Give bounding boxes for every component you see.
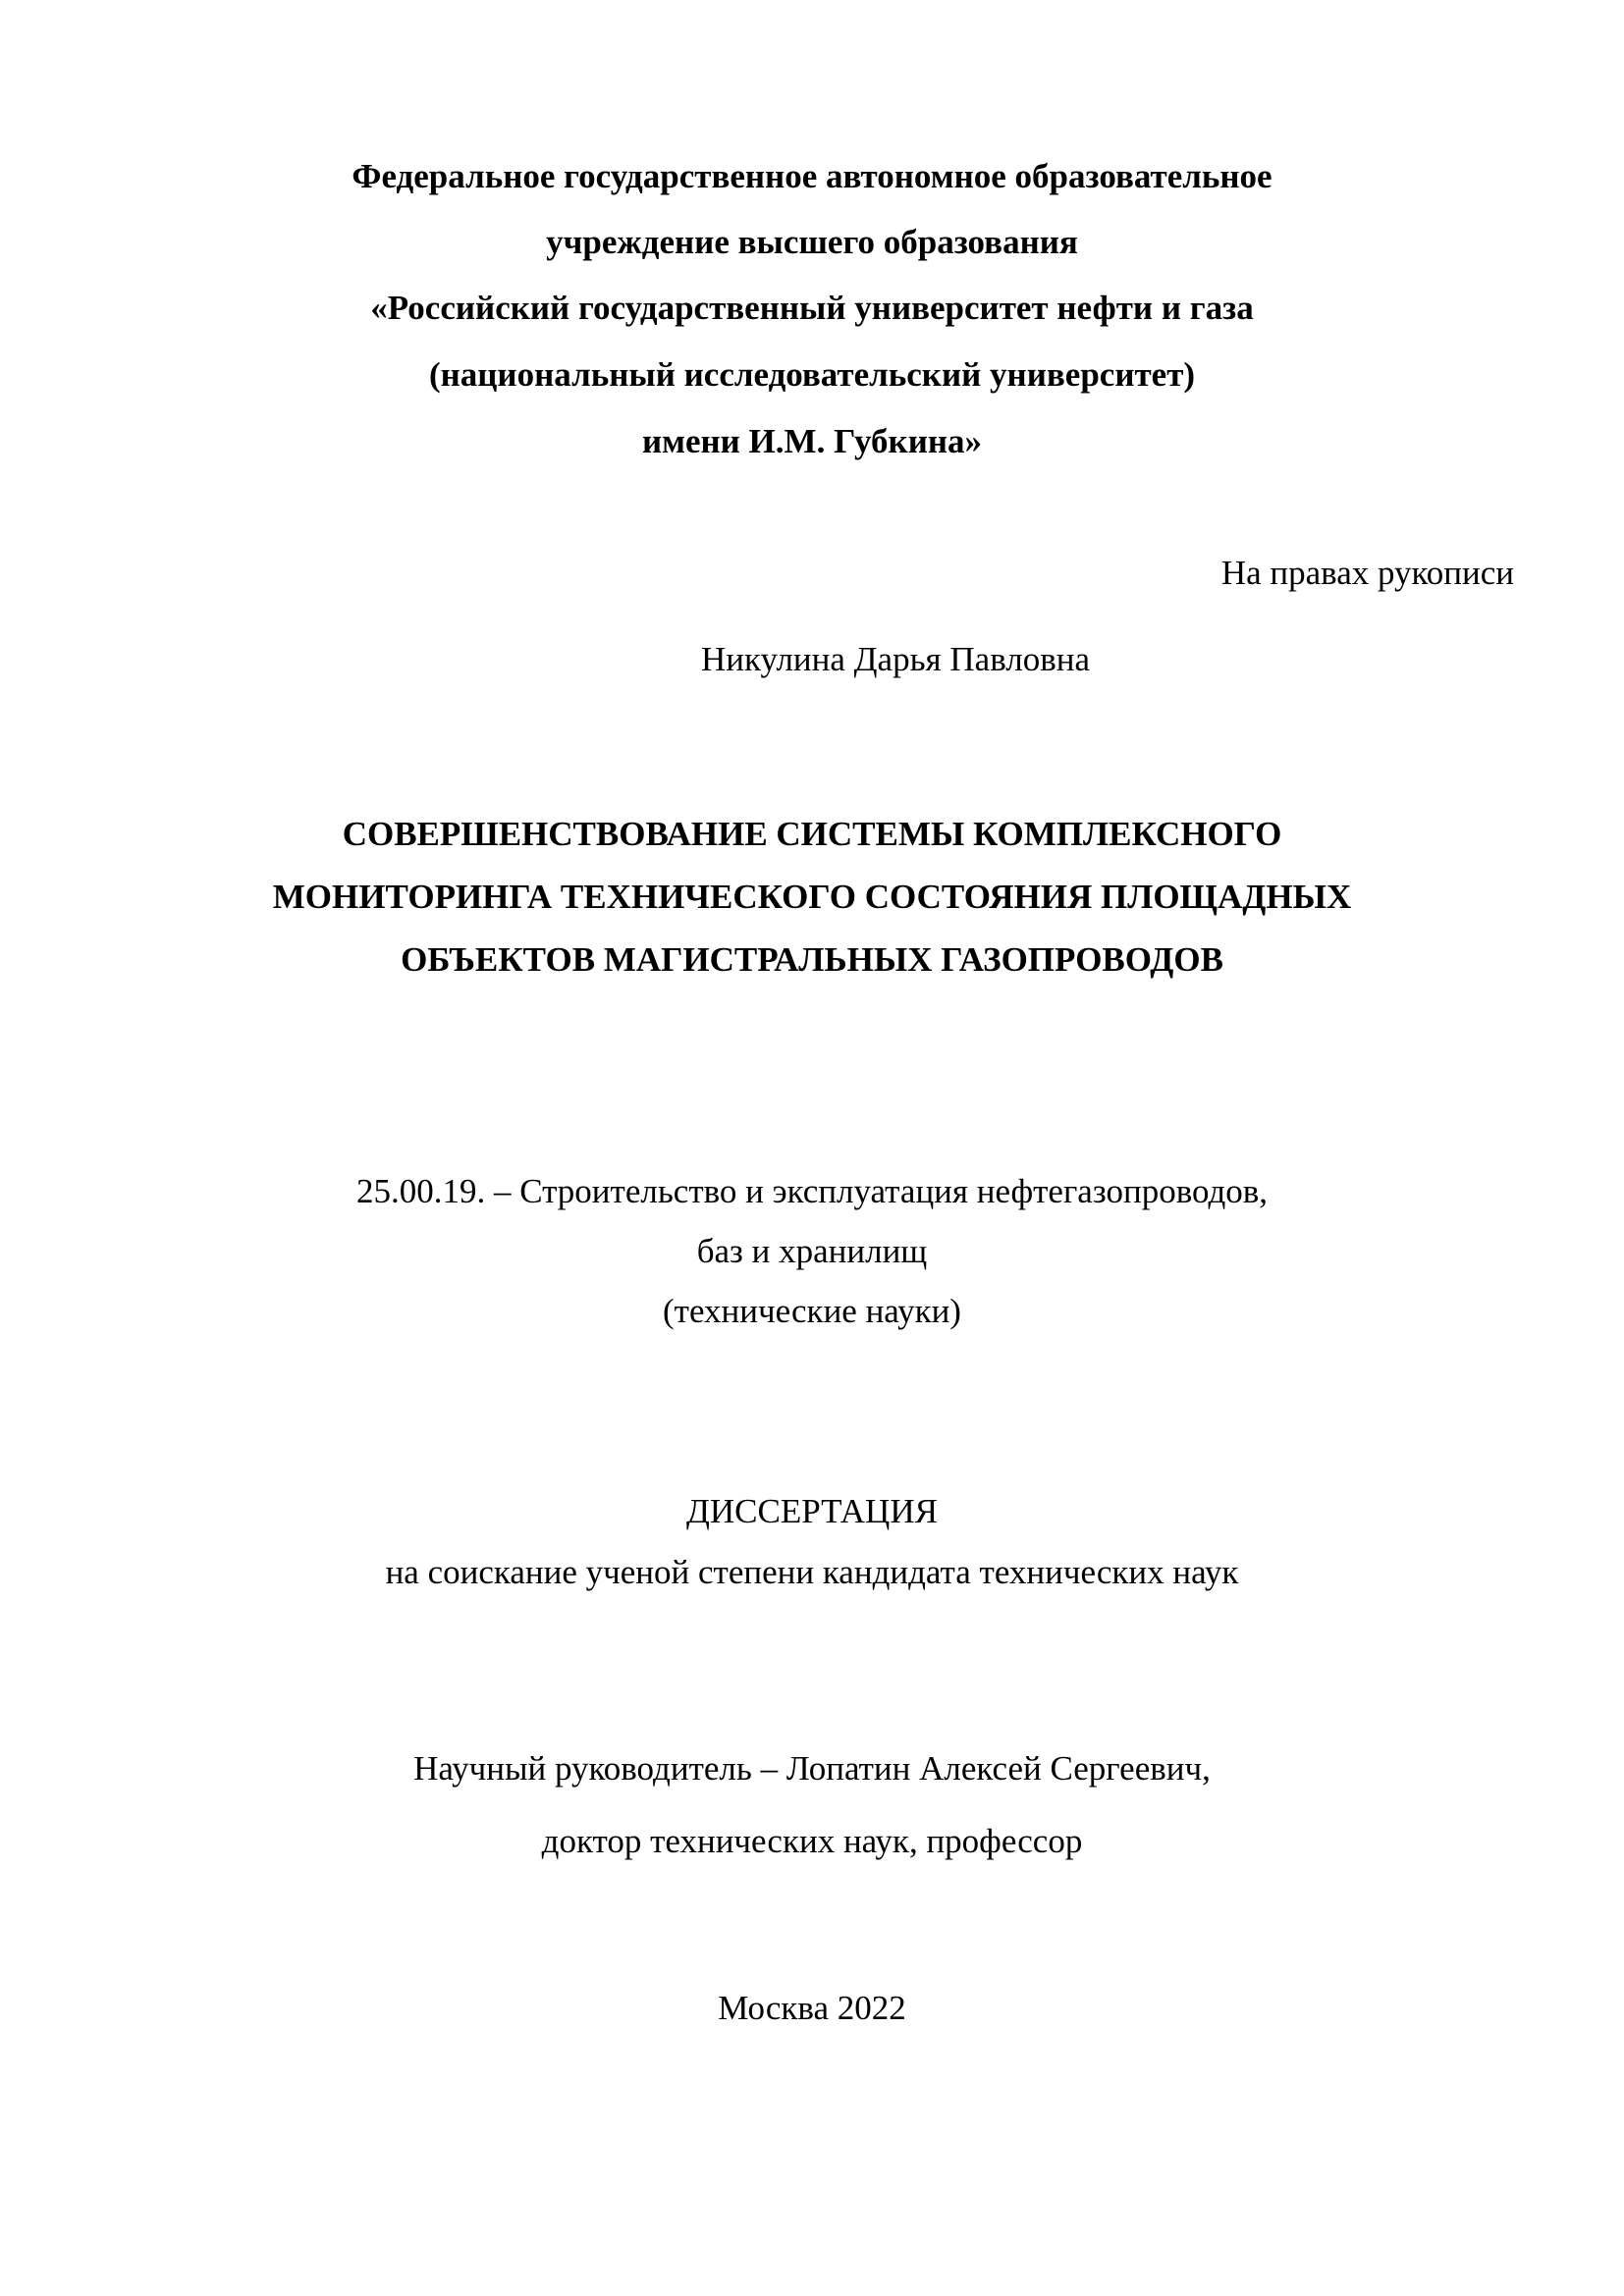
author-name: Никулина Дарья Павловна xyxy=(700,640,1091,678)
thesis-title-line-2: МОНИТОРИНГА ТЕХНИЧЕСКОГО СОСТОЯНИЯ ПЛОЩАДНЫХ xyxy=(272,878,1352,916)
specialty-line-1: 25.00.19. – Строительство и эксплуатация нефтегазопроводов, xyxy=(355,1172,1269,1210)
thesis-title-line-3: ОБЪЕКТОВ МАГИСТРАЛЬНЫХ ГАЗОПРОВОДОВ xyxy=(401,940,1223,979)
institution-line-3: «Российский государственный университет нефти и газа xyxy=(370,289,1254,327)
specialty-line-3: (технические науки) xyxy=(663,1292,961,1330)
institution-line-1: Федеральное государственное автономное образовательное xyxy=(352,157,1272,195)
supervisor-line-1: Научный руководитель – Лопатин Алексей Сергеевич, xyxy=(413,1749,1211,1788)
thesis-title-line-1: СОВЕРШЕНСТВОВАНИЕ СИСТЕМЫ КОМПЛЕКСНОГО xyxy=(342,815,1282,853)
dissertation-heading: ДИССЕРТАЦИЯ xyxy=(686,1492,938,1530)
manuscript-note: На правах рукописи xyxy=(1220,554,1514,592)
institution-line-2: учреждение высшего образования xyxy=(546,223,1078,261)
specialty-line-2: баз и хранилищ xyxy=(696,1232,928,1270)
dissertation-subtitle: на соискание ученой степени кандидата технических наук xyxy=(385,1553,1239,1591)
supervisor-line-2: доктор технических наук, профессор xyxy=(541,1822,1083,1860)
institution-line-4: (национальный исследовательский университет) xyxy=(428,355,1196,394)
institution-line-5: имени И.М. Губкина» xyxy=(641,422,983,460)
city-year: Москва 2022 xyxy=(718,1989,906,2027)
